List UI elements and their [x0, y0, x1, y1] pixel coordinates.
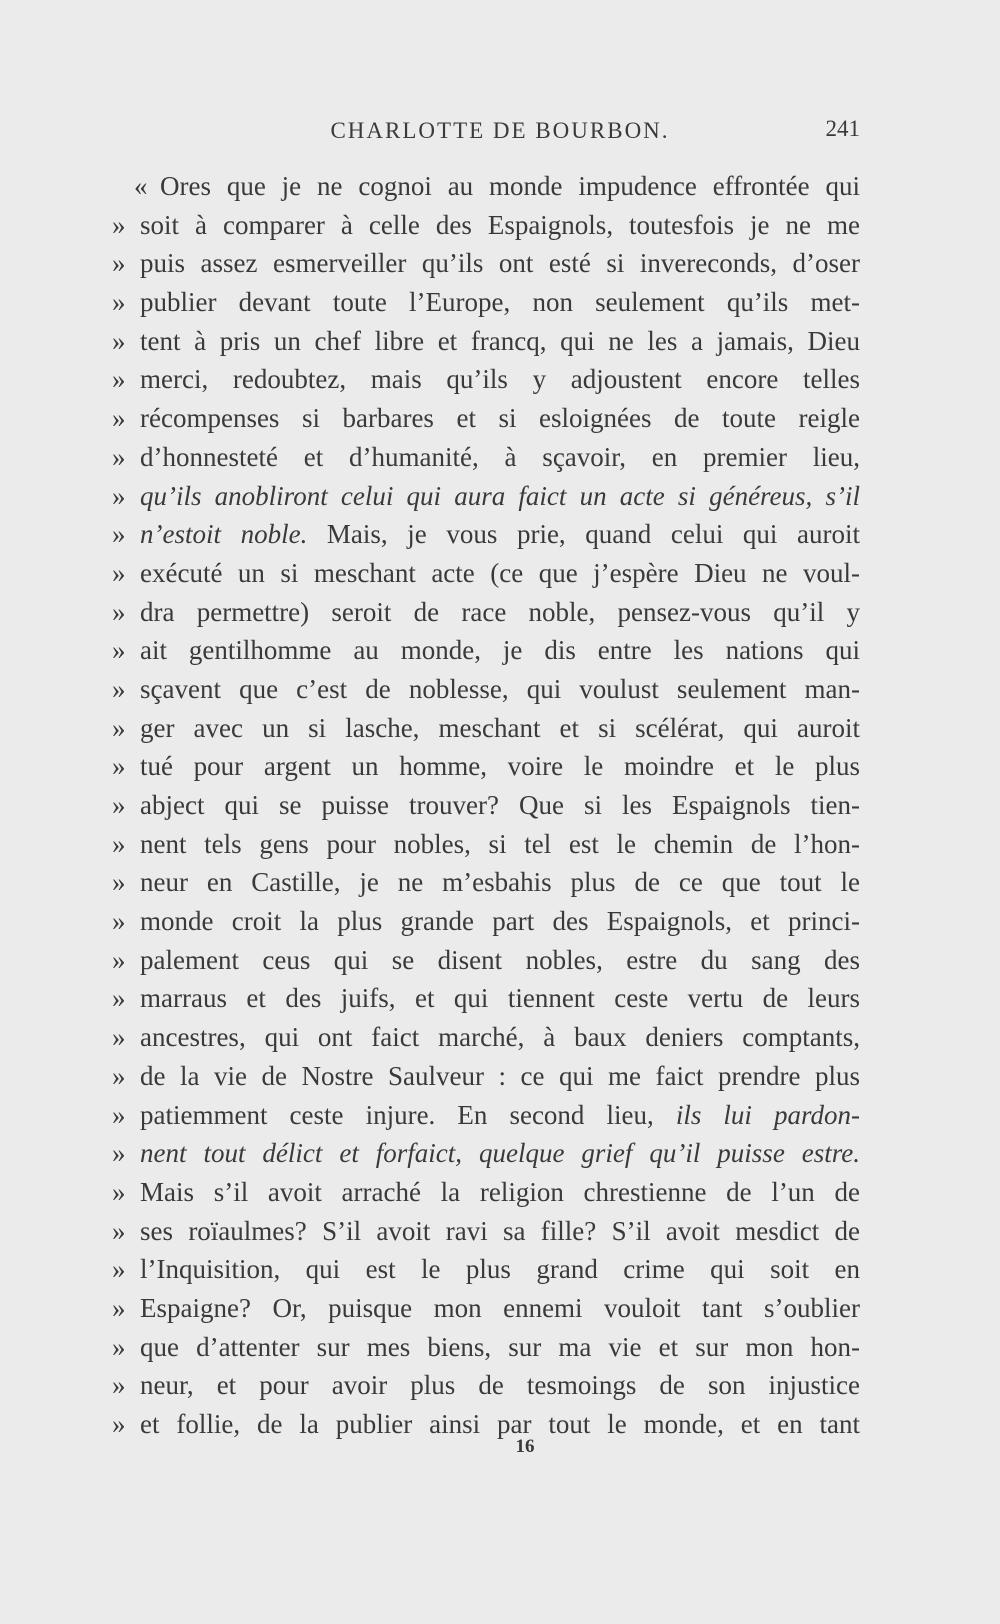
italic-text: n’estoit noble.: [140, 519, 308, 550]
line-content: [140, 1018, 860, 1057]
text-segment: merci, redoubtez, mais qu’ils y adjoustent encore telles: [140, 364, 860, 395]
text-line: [112, 747, 860, 786]
text-line: [112, 167, 860, 206]
text-segment: ait gentilhomme au monde, je dis entre les nations qui: [140, 635, 860, 666]
text-line: [112, 1018, 860, 1057]
quote-mark: »: [112, 867, 126, 898]
quote-mark: »: [112, 364, 126, 395]
text-line: [112, 554, 860, 593]
text-line: [112, 322, 860, 361]
line-content: [140, 322, 860, 361]
quote-mark: »: [112, 209, 126, 240]
line-content: [140, 1212, 860, 1251]
quote-mark: »: [112, 751, 126, 782]
quote-mark: »: [112, 441, 126, 472]
line-content: [140, 206, 860, 245]
line-content: [160, 167, 860, 206]
quote-mark: »: [112, 557, 126, 588]
text-segment: palement ceus qui se disent nobles, estre du sang des: [140, 944, 860, 975]
text-segment: de la vie de Nostre Saulveur : ce qui me faict prendre plus: [140, 1060, 860, 1091]
text-segment: ancestres, qui ont faict marché, à baux deniers comptants,: [140, 1022, 860, 1053]
text-line: [112, 1328, 860, 1367]
text-line: [112, 399, 860, 438]
line-content: [140, 515, 860, 554]
quote-mark: »: [112, 325, 126, 356]
line-content: [140, 1289, 860, 1328]
text-line: [112, 1289, 860, 1328]
italic-text: ils lui pardon-: [675, 1099, 860, 1130]
text-line: [112, 360, 860, 399]
line-content: [140, 1250, 860, 1289]
running-title: CHARLOTTE DE BOURBON.: [330, 118, 670, 143]
line-content: [140, 670, 860, 709]
text-line: [112, 1212, 860, 1251]
text-segment: tué pour argent un homme, voire le moindre et le plus: [140, 751, 860, 782]
text-line: [112, 670, 860, 709]
text-segment: Ores que je ne cognoi au monde impudence effrontée qui: [160, 171, 860, 201]
text-line: [112, 477, 860, 516]
text-segment: dra permettre) seroit de race noble, pensez-vous qu’il y: [140, 596, 860, 627]
text-segment: exécuté un si meschant acte (ce que j’espère Dieu ne voul-: [140, 557, 860, 588]
text-line: [112, 515, 860, 554]
quote-mark: »: [112, 248, 126, 279]
text-segment: neur, et pour avoir plus de tesmoings de son injustice: [140, 1370, 860, 1401]
line-content: [140, 1057, 860, 1096]
line-content: [140, 1134, 860, 1173]
text-segment: publier devant toute l’Europe, non seulement qu’ils met-: [140, 287, 860, 318]
text-segment: neur en Castille, je ne m’esbahis plus de ce que tout le: [140, 867, 860, 898]
text-line: [112, 1096, 860, 1135]
text-segment: ger avec un si lasche, meschant et si scélérat, qui auroit: [140, 712, 860, 743]
line-content: [140, 477, 860, 516]
line-content: [140, 979, 860, 1018]
quote-mark: »: [112, 480, 126, 511]
line-content: [140, 786, 860, 825]
line-content: [140, 863, 860, 902]
quote-mark: »: [112, 790, 126, 820]
text-line: [112, 863, 860, 902]
text-line: [112, 1173, 860, 1212]
text-segment: marraus et des juifs, et qui tiennent ceste vertu de leurs: [140, 983, 860, 1014]
line-content: [140, 360, 860, 399]
italic-text: nent tout délict et forfaict, quelque grief qu’il puisse estre.: [140, 1138, 860, 1169]
text-line: [112, 1134, 860, 1173]
quote-mark: »: [112, 1060, 126, 1091]
text-line: [112, 709, 860, 748]
line-content: [140, 631, 860, 670]
text-segment: patiemment ceste injure. En second lieu,: [140, 1099, 676, 1130]
text-segment: Mais, je vous prie, quand celui qui auroit: [307, 519, 860, 550]
quote-mark: »: [112, 1099, 126, 1130]
text-segment: sçavent que c’est de noblesse, qui voulust seulement man-: [140, 673, 860, 704]
text-line: [112, 593, 860, 632]
line-content: [140, 283, 860, 322]
line-content: [140, 902, 860, 941]
body-text: [112, 167, 860, 1444]
quote-mark: »: [112, 906, 126, 937]
text-segment: d’honnesteté et d’humanité, à sçavoir, en premier lieu,: [140, 441, 860, 472]
quote-mark: »: [112, 287, 126, 318]
quote-mark: »: [112, 712, 126, 743]
text-line: [112, 1366, 860, 1405]
line-content: [140, 709, 860, 748]
text-segment: récompenses si barbares et si esloignées de toute reigle: [140, 403, 860, 434]
line-content: [140, 593, 860, 632]
text-segment: Espaigne? Or, puisque mon ennemi vouloit tant s’oublier: [140, 1292, 860, 1323]
text-segment: abject qui se puisse trouver? Que si les Espaignols tien-: [140, 790, 860, 820]
line-content: [140, 1096, 860, 1135]
text-line: [112, 1057, 860, 1096]
quote-mark: »: [112, 1022, 126, 1053]
quote-mark: »: [112, 1292, 126, 1323]
quote-mark: »: [112, 1254, 126, 1285]
italic-text: qu’ils anobliront celui qui aura faict un acte si généreus, s’il: [140, 480, 860, 511]
text-line: [112, 786, 860, 825]
line-content: [140, 438, 860, 477]
quote-mark: »: [112, 983, 126, 1014]
quote-mark: »: [112, 403, 126, 434]
text-segment: puis assez esmerveiller qu’ils ont esté si invereconds, d’oser: [140, 248, 860, 279]
text-line: [112, 438, 860, 477]
line-content: [140, 747, 860, 786]
text-segment: tent à pris un chef libre et francq, qui ne les a jamais, Dieu: [140, 325, 860, 356]
line-content: [140, 244, 860, 283]
page-number: 241: [825, 116, 860, 141]
line-content: [140, 825, 860, 864]
text-line: [112, 941, 860, 980]
quote-mark: »: [112, 1331, 126, 1362]
quote-mark: «: [134, 171, 148, 201]
quote-mark: »: [112, 1409, 126, 1439]
text-segment: et follie, de la publier ainsi par tout le monde, et en tant: [140, 1409, 860, 1439]
text-line: [112, 283, 860, 322]
quote-mark: »: [112, 1215, 126, 1246]
quote-mark: »: [112, 519, 126, 550]
quote-mark: »: [112, 828, 126, 859]
text-line: [112, 631, 860, 670]
text-segment: l’Inquisition, qui est le plus grand crime qui soit en: [140, 1254, 860, 1285]
text-segment: nent tels gens pour nobles, si tel est le chemin de l’hon-: [140, 828, 860, 859]
text-segment: Mais s’il avoit arraché la religion chrestienne de l’un de: [140, 1176, 860, 1207]
text-segment: que d’attenter sur mes biens, sur ma vie et sur mon hon-: [140, 1331, 860, 1362]
text-line: [112, 206, 860, 245]
quote-mark: »: [112, 596, 126, 627]
text-line: [112, 902, 860, 941]
text-segment: ses roïaulmes? S’il avoit ravi sa fille? S’il avoit mesdict de: [140, 1215, 860, 1246]
text-segment: soit à comparer à celle des Espaignols, toutesfois je ne me: [140, 209, 860, 240]
signature-mark: 16: [515, 1436, 535, 1457]
quote-mark: »: [112, 635, 126, 666]
line-content: [140, 941, 860, 980]
line-content: [140, 1328, 860, 1367]
text-line: [112, 1250, 860, 1289]
text-line: [112, 979, 860, 1018]
quote-mark: »: [112, 944, 126, 975]
line-content: [140, 1366, 860, 1405]
quote-mark: »: [112, 673, 126, 704]
line-content: [140, 399, 860, 438]
quote-mark: »: [112, 1370, 126, 1401]
quote-mark: »: [112, 1138, 126, 1169]
quote-mark: »: [112, 1176, 126, 1207]
text-segment: monde croit la plus grande part des Espaignols, et princi-: [140, 906, 860, 937]
text-line: [112, 244, 860, 283]
line-content: [140, 1173, 860, 1212]
text-line: [112, 825, 860, 864]
line-content: [140, 554, 860, 593]
